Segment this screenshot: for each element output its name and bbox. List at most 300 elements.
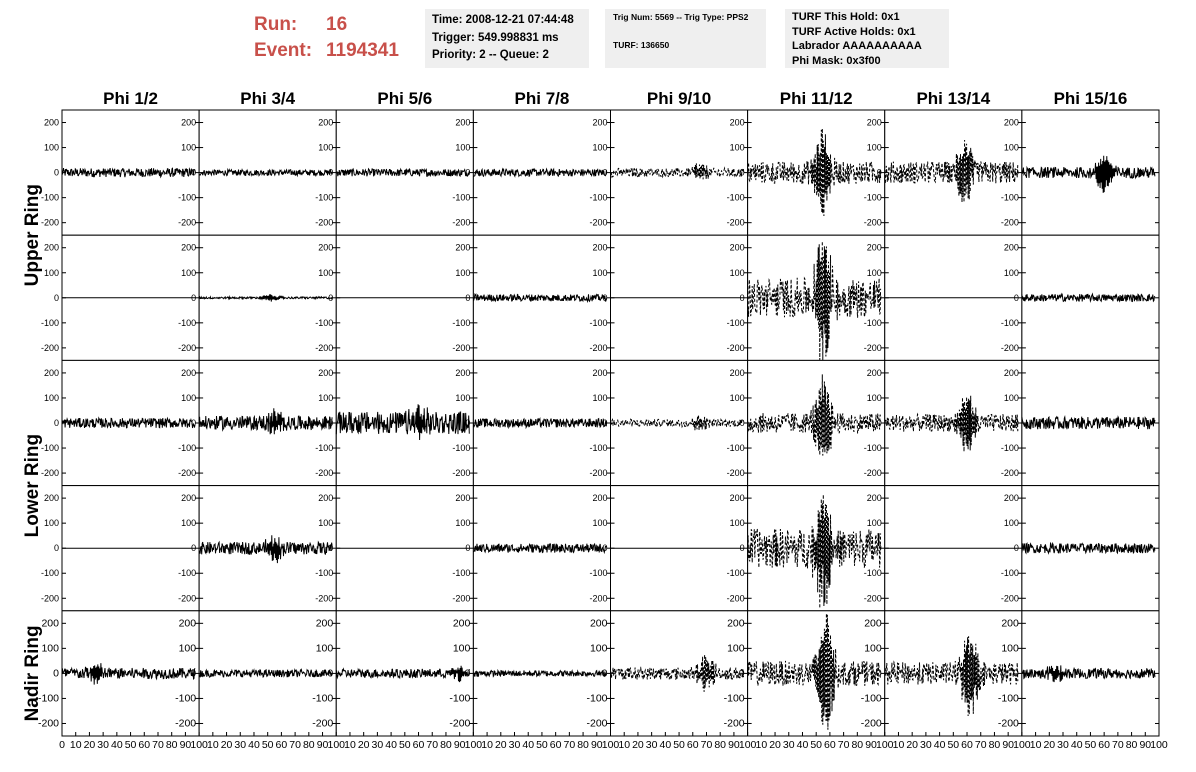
y-tick-label: 0 (739, 167, 745, 178)
y-tick-label: -200 (586, 717, 608, 730)
x-tick-label: 100 (875, 739, 894, 751)
y-tick-label: 0 (53, 543, 59, 554)
x-tick-label: 70 (1112, 739, 1124, 751)
y-tick-label: 200 (866, 242, 882, 253)
y-tick-label: -100 (589, 317, 608, 328)
y-tick-label: 0 (739, 292, 745, 303)
x-tick-label: 80 (302, 739, 315, 751)
y-tick-label: 100 (1003, 518, 1019, 529)
x-tick-label: 50 (398, 739, 411, 751)
x-tick-label: 70 (974, 739, 987, 751)
y-tick-label: -100 (726, 317, 745, 328)
y-tick-label: -200 (589, 593, 608, 604)
y-tick-label: -200 (175, 717, 197, 730)
y-tick-label: -200 (452, 217, 471, 228)
y-tick-label: -100 (40, 568, 59, 579)
column-header: Phi 3/4 (240, 89, 296, 108)
y-tick-label: 0 (53, 418, 59, 428)
y-tick-label: 0 (602, 292, 608, 303)
y-tick-label: 200 (866, 367, 882, 378)
y-tick-label: 0 (464, 667, 471, 680)
y-tick-label: -200 (863, 593, 882, 604)
y-tick-label: 100 (43, 142, 59, 153)
y-tick-label: 0 (465, 543, 471, 554)
turf-hold-text: TURF This Hold: 0x1 (792, 11, 900, 23)
y-tick-label: -200 (863, 468, 882, 479)
y-tick-label: -100 (452, 317, 471, 328)
x-tick-label: 50 (673, 739, 685, 751)
y-tick-label: -200 (452, 342, 471, 353)
x-tick-label: 70 (563, 739, 576, 751)
y-tick-label: 0 (53, 167, 59, 178)
y-tick-label: 100 (315, 642, 334, 655)
phi-mask-text: Phi Mask: 0x3f00 (792, 54, 881, 67)
y-tick-label: 0 (601, 667, 608, 680)
y-tick-label: 100 (318, 142, 334, 153)
y-tick-label: -100 (589, 192, 608, 203)
y-tick-label: -200 (315, 468, 334, 479)
y-tick-label: 0 (875, 667, 882, 680)
y-tick-label: -100 (178, 317, 197, 328)
y-tick-label: 100 (592, 267, 608, 278)
y-tick-label: 200 (315, 617, 334, 630)
x-tick-label: 30 (782, 739, 795, 751)
y-tick-label: 200 (43, 493, 59, 504)
y-tick-label: -100 (37, 692, 59, 705)
y-tick-label: 100 (729, 518, 745, 529)
x-tick-label: 40 (248, 739, 260, 751)
x-tick-label: 90 (865, 739, 877, 751)
y-tick-label: 100 (866, 142, 882, 153)
y-tick-label: 0 (465, 418, 471, 428)
x-tick-label: 60 (138, 739, 151, 751)
x-tick-label: 80 (1125, 739, 1138, 751)
y-tick-label: 100 (181, 142, 197, 153)
y-tick-label: -100 (1000, 568, 1019, 579)
column-header: Phi 7/8 (514, 89, 570, 108)
y-tick-label: 100 (589, 642, 608, 655)
x-tick-label: 20 (357, 739, 370, 751)
x-tick-label: 90 (179, 739, 192, 751)
x-tick-label: 50 (810, 739, 823, 751)
x-tick-label: 80 (577, 739, 589, 751)
y-tick-label: -200 (315, 217, 334, 228)
x-tick-label: 70 (152, 739, 164, 751)
y-tick-label: 0 (876, 292, 882, 303)
x-tick-label: 100 (738, 739, 757, 751)
y-tick-label: 200 (318, 367, 334, 378)
priority-text: Priority: 2 -- Queue: 2 (432, 49, 549, 61)
y-tick-label: 0 (739, 543, 745, 554)
time-text: Time: 2008-12-21 07:44:48 (432, 14, 574, 26)
y-tick-label: -200 (863, 342, 882, 353)
y-tick-label: -100 (452, 443, 471, 454)
y-tick-label: 200 (1003, 117, 1019, 128)
x-tick-label: 10 (206, 739, 219, 751)
y-tick-label: 200 (727, 617, 745, 630)
y-tick-label: -100 (315, 568, 334, 579)
y-tick-label: -200 (40, 593, 59, 604)
y-tick-label: -200 (723, 717, 745, 730)
x-tick-label: 80 (165, 739, 178, 751)
y-tick-label: 100 (455, 142, 471, 153)
x-tick-label: 30 (97, 739, 109, 751)
y-tick-label: 100 (592, 142, 608, 153)
y-tick-label: 0 (602, 167, 608, 178)
y-tick-label: 200 (729, 493, 745, 504)
y-tick-label: 0 (328, 292, 334, 303)
y-tick-label: 100 (864, 642, 882, 655)
x-tick-label: 90 (728, 739, 740, 751)
x-tick-label: 70 (837, 739, 850, 751)
y-tick-label: -100 (586, 692, 608, 705)
y-tick-label: 0 (328, 167, 334, 178)
y-tick-label: -100 (178, 568, 197, 579)
x-tick-label: 100 (1150, 739, 1168, 751)
x-tick-label: 30 (920, 739, 932, 751)
x-tick-label: 20 (906, 739, 919, 751)
y-tick-label: 100 (1001, 642, 1019, 655)
y-tick-label: -200 (452, 593, 471, 604)
y-tick-label: 200 (592, 493, 608, 504)
y-tick-label: -100 (863, 568, 882, 579)
y-tick-label: 200 (729, 367, 745, 378)
y-tick-label: 100 (729, 392, 745, 403)
y-tick-label: -100 (726, 568, 745, 579)
x-tick-label: 90 (453, 739, 466, 751)
y-tick-label: 100 (452, 642, 471, 655)
y-tick-label: 100 (181, 518, 197, 529)
column-header: Phi 15/16 (1053, 89, 1128, 108)
y-tick-label: -100 (723, 692, 745, 705)
y-tick-label: -100 (997, 692, 1019, 705)
y-tick-label: -100 (175, 692, 197, 705)
y-tick-label: 100 (41, 642, 59, 655)
y-tick-label: -200 (1000, 342, 1019, 353)
y-tick-label: 100 (592, 518, 608, 529)
y-tick-label: 200 (592, 242, 608, 253)
column-header: Phi 9/10 (646, 89, 712, 108)
x-tick-label: 40 (522, 739, 535, 751)
column-header: Phi 5/6 (377, 89, 433, 108)
x-tick-label: 30 (1057, 739, 1069, 751)
trigger-text: Trigger: 549.998831 ms (432, 31, 559, 44)
x-tick-label: 60 (275, 739, 288, 751)
y-tick-label: 100 (727, 642, 745, 655)
y-tick-label: 200 (181, 242, 197, 253)
y-tick-label: -200 (589, 342, 608, 353)
y-tick-label: 200 (1001, 617, 1019, 630)
event-value: 1194341 (326, 40, 399, 61)
y-tick-label: -200 (1000, 468, 1019, 479)
y-tick-label: 100 (318, 267, 334, 278)
y-tick-label: 0 (1013, 292, 1019, 303)
y-tick-label: -200 (37, 717, 59, 730)
y-tick-label: -100 (860, 692, 882, 705)
y-tick-label: 100 (455, 267, 471, 278)
y-tick-label: 200 (864, 617, 882, 630)
y-tick-label: 0 (191, 543, 197, 554)
y-tick-label: -200 (40, 468, 59, 479)
x-tick-label: 60 (412, 739, 425, 751)
x-tick-label: 10 (755, 739, 768, 751)
x-tick-label: 10 (892, 739, 905, 751)
y-tick-label: -200 (589, 217, 608, 228)
y-tick-label: 200 (178, 617, 197, 630)
y-tick-label: 0 (465, 167, 471, 178)
x-tick-label: 50 (947, 739, 960, 751)
x-tick-label: 10 (481, 739, 493, 751)
x-tick-label: 60 (1098, 739, 1110, 751)
y-tick-label: -100 (1000, 192, 1019, 203)
y-tick-label: -100 (589, 568, 608, 579)
y-tick-label: -200 (589, 468, 608, 479)
x-tick-label: 40 (385, 739, 397, 751)
y-tick-label: 0 (327, 667, 334, 680)
y-tick-label: -200 (315, 593, 334, 604)
y-tick-label: 200 (318, 242, 334, 253)
column-header: Phi 13/14 (916, 89, 991, 108)
y-tick-label: 200 (43, 242, 59, 253)
x-tick-label: 0 (59, 739, 65, 751)
y-tick-label: 0 (1013, 418, 1019, 428)
column-header: Phi 11/12 (779, 89, 853, 108)
y-tick-label: 100 (592, 392, 608, 403)
x-tick-label: 30 (508, 739, 521, 751)
y-tick-label: -200 (860, 717, 882, 730)
y-tick-label: 0 (190, 667, 197, 680)
y-tick-label: 100 (1003, 267, 1019, 278)
y-tick-label: -100 (449, 692, 471, 705)
y-tick-label: 0 (1013, 167, 1019, 178)
x-tick-label: 50 (536, 739, 548, 751)
y-tick-label: 0 (876, 543, 882, 554)
x-tick-label: 40 (111, 739, 123, 751)
y-tick-label: 0 (602, 543, 608, 554)
x-tick-label: 60 (824, 739, 836, 751)
run-label: Run: (254, 14, 298, 35)
y-tick-label: 0 (738, 667, 745, 680)
ring-label: Lower Ring (22, 433, 43, 538)
event-label: Event: (254, 40, 313, 61)
y-tick-label: -200 (178, 468, 197, 479)
x-tick-label: 20 (220, 739, 233, 751)
y-tick-label: -100 (1000, 443, 1019, 454)
y-tick-label: 200 (455, 493, 471, 504)
y-tick-label: 100 (318, 392, 334, 403)
y-tick-label: 200 (1003, 242, 1019, 253)
y-tick-label: 100 (1003, 392, 1019, 403)
y-tick-label: 200 (181, 117, 197, 128)
y-tick-label: 0 (191, 418, 197, 428)
x-tick-label: 10 (1029, 739, 1042, 751)
y-tick-label: -100 (452, 568, 471, 579)
x-tick-label: 90 (316, 739, 329, 751)
y-tick-label: -200 (1000, 217, 1019, 228)
x-tick-label: 100 (190, 739, 208, 751)
y-tick-label: 0 (1013, 667, 1019, 680)
y-tick-label: -200 (40, 217, 59, 228)
y-tick-label: 100 (43, 267, 59, 278)
y-tick-label: 200 (455, 242, 471, 253)
y-tick-label: 0 (191, 292, 197, 303)
y-tick-label: -200 (449, 717, 471, 730)
x-tick-label: 40 (796, 739, 809, 751)
x-tick-label: 40 (933, 739, 946, 751)
y-tick-label: -200 (726, 217, 745, 228)
y-tick-label: -100 (40, 192, 59, 203)
y-tick-label: 200 (181, 367, 197, 378)
y-tick-label: 100 (729, 142, 745, 153)
x-tick-label: 30 (645, 739, 658, 751)
x-tick-label: 100 (327, 739, 346, 751)
y-tick-label: -200 (312, 717, 334, 730)
y-tick-label: -100 (1000, 317, 1019, 328)
y-tick-label: 100 (181, 267, 197, 278)
y-tick-label: 200 (592, 367, 608, 378)
y-tick-label: -200 (726, 468, 745, 479)
x-tick-label: 10 (344, 739, 356, 751)
turf-number-text: TURF: 136650 (613, 40, 670, 50)
y-tick-label: 100 (455, 518, 471, 529)
y-tick-label: -100 (312, 692, 334, 705)
y-tick-label: -100 (863, 317, 882, 328)
y-tick-label: 200 (43, 367, 59, 378)
x-tick-label: 50 (1084, 739, 1097, 751)
x-tick-label: 20 (83, 739, 96, 751)
y-tick-label: 0 (328, 543, 334, 554)
x-tick-label: 100 (464, 739, 483, 751)
labrador-text: Labrador AAAAAAAAAA (792, 40, 922, 52)
y-tick-label: 100 (866, 392, 882, 403)
y-tick-label: 200 (866, 493, 882, 504)
y-tick-label: 200 (592, 117, 608, 128)
x-tick-label: 100 (1013, 739, 1031, 751)
y-tick-label: 100 (866, 267, 882, 278)
y-tick-label: 100 (729, 267, 745, 278)
column-header: Phi 1/2 (103, 89, 158, 108)
x-tick-label: 20 (1043, 739, 1056, 751)
x-tick-label: 50 (261, 739, 274, 751)
y-tick-label: 200 (729, 242, 745, 253)
x-tick-label: 50 (124, 739, 137, 751)
x-tick-label: 80 (440, 739, 452, 751)
x-tick-label: 20 (769, 739, 781, 751)
y-tick-label: 0 (328, 418, 334, 428)
y-tick-label: 200 (455, 367, 471, 378)
x-tick-label: 30 (371, 739, 384, 751)
y-tick-label: -200 (997, 717, 1019, 730)
x-tick-label: 10 (69, 739, 82, 751)
y-tick-label: 200 (43, 117, 59, 128)
y-tick-label: 100 (866, 518, 882, 529)
y-tick-label: 100 (1003, 142, 1019, 153)
y-tick-label: -100 (40, 443, 59, 454)
x-tick-label: 70 (426, 739, 439, 751)
y-tick-label: -100 (178, 192, 197, 203)
turf-active-text: TURF Active Holds: 0x1 (792, 25, 916, 38)
x-tick-label: 100 (601, 739, 620, 751)
y-tick-label: -100 (726, 192, 745, 203)
y-tick-label: 200 (729, 117, 745, 128)
x-tick-label: 20 (632, 739, 644, 751)
y-tick-label: -200 (178, 593, 197, 604)
y-tick-label: 200 (452, 617, 471, 630)
x-tick-label: 70 (700, 739, 713, 751)
x-tick-label: 20 (494, 739, 507, 751)
y-tick-label: -100 (40, 317, 59, 328)
x-tick-label: 10 (618, 739, 631, 751)
x-tick-label: 90 (1139, 739, 1152, 751)
y-tick-label: 200 (318, 117, 334, 128)
x-tick-label: 30 (234, 739, 247, 751)
y-tick-label: 0 (876, 418, 882, 428)
y-tick-label: 100 (455, 392, 471, 403)
y-tick-label: -100 (589, 443, 608, 454)
y-tick-label: 0 (739, 418, 745, 428)
y-tick-label: 200 (318, 493, 334, 504)
trig-num-text: Trig Num: 5569 -- Trig Type: PPS2 (613, 12, 749, 22)
y-tick-label: -100 (452, 192, 471, 203)
y-tick-label: 100 (43, 392, 59, 403)
y-tick-label: 200 (1003, 493, 1019, 504)
y-tick-label: 200 (1003, 367, 1019, 378)
y-tick-label: 200 (181, 493, 197, 504)
y-tick-label: 0 (191, 167, 197, 178)
x-tick-label: 40 (1070, 739, 1083, 751)
y-tick-label: -200 (315, 342, 334, 353)
y-tick-label: 0 (53, 292, 59, 303)
x-tick-label: 60 (961, 739, 973, 751)
x-tick-label: 60 (549, 739, 562, 751)
x-tick-label: 40 (659, 739, 672, 751)
y-tick-label: 200 (589, 617, 608, 630)
y-tick-label: -100 (315, 192, 334, 203)
y-tick-label: 0 (465, 292, 471, 303)
y-tick-label: -100 (315, 317, 334, 328)
x-tick-label: 80 (988, 739, 1001, 751)
x-tick-label: 60 (686, 739, 699, 751)
run-value: 16 (326, 14, 348, 35)
x-tick-label: 80 (714, 739, 727, 751)
y-tick-label: -100 (726, 443, 745, 454)
x-tick-label: 90 (590, 739, 603, 751)
y-tick-label: -200 (178, 217, 197, 228)
y-tick-label: 0 (1013, 543, 1019, 554)
y-tick-label: 200 (41, 617, 59, 630)
y-tick-label: 200 (455, 117, 471, 128)
y-tick-label: 100 (43, 518, 59, 529)
y-tick-label: -200 (863, 217, 882, 228)
x-tick-label: 80 (851, 739, 864, 751)
x-tick-label: 70 (289, 739, 301, 751)
y-tick-label: 0 (602, 418, 608, 428)
y-tick-label: 100 (178, 642, 197, 655)
y-tick-label: -200 (726, 342, 745, 353)
y-tick-label: 100 (318, 518, 334, 529)
y-tick-label: -200 (726, 593, 745, 604)
ring-label: Nadir Ring (22, 625, 43, 722)
y-tick-label: -100 (315, 443, 334, 454)
y-tick-label: 0 (53, 667, 59, 680)
y-tick-label: -200 (1000, 593, 1019, 604)
y-tick-label: -200 (40, 342, 59, 353)
y-tick-label: -100 (863, 443, 882, 454)
y-tick-label: -100 (863, 192, 882, 203)
x-tick-label: 90 (1002, 739, 1015, 751)
y-tick-label: 200 (866, 117, 882, 128)
y-tick-label: 0 (876, 167, 882, 178)
